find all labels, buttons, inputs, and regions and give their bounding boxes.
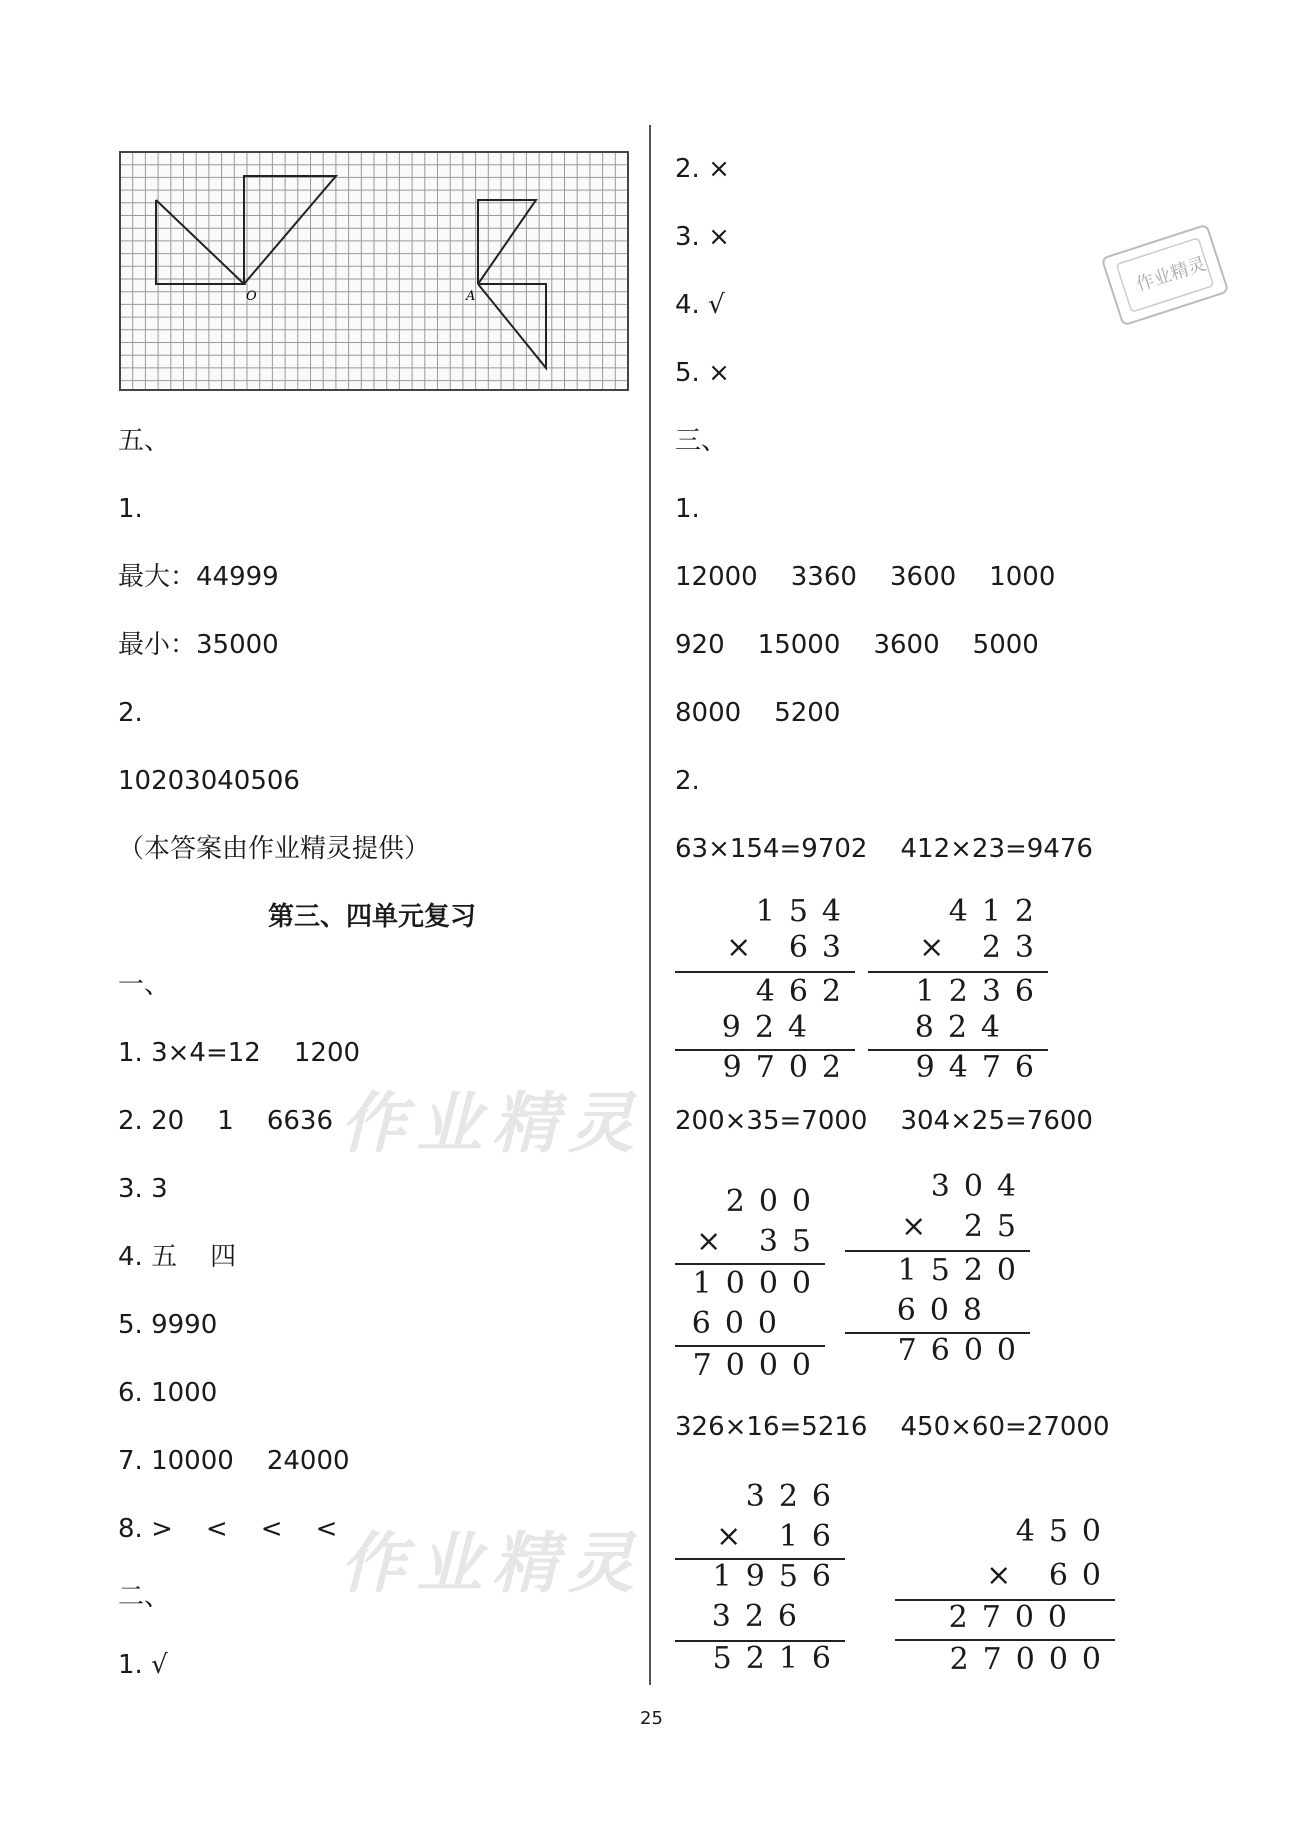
grid-figure <box>118 150 630 392</box>
calc-row: 450 <box>1015 1514 1115 1549</box>
calc-row: 824 <box>914 1010 1014 1045</box>
calc-rule <box>675 971 855 973</box>
section-5-q2: 2. <box>118 698 143 728</box>
unit-title: 第三、四单元复习 <box>268 902 477 932</box>
calc-rule <box>675 1263 825 1265</box>
calc-row: × 35 <box>696 1224 825 1259</box>
calc-row: × 63 <box>726 930 855 965</box>
equation-line: 200×35=7000 304×25=7600 <box>675 1106 1093 1136</box>
vertical-multiplication <box>868 895 1048 1085</box>
calc-rule <box>845 1250 1030 1252</box>
watermark: 作业精灵 <box>340 1524 644 1602</box>
section-2-item: 1. √ <box>118 1650 168 1680</box>
vertical-multiplication <box>675 1480 845 1680</box>
calc-row: 608 <box>896 1293 996 1328</box>
page-number: 25 <box>640 1708 663 1729</box>
column-divider <box>649 125 651 1685</box>
section-5-q2-answer: 10203040506 <box>118 766 300 796</box>
calc-row: 326 <box>745 1479 845 1514</box>
calc-row: 9476 <box>915 1050 1048 1085</box>
calc-row: 2700 <box>948 1600 1081 1635</box>
calc-row: 600 <box>691 1306 791 1341</box>
section-3-q1-row: 12000 3360 3600 1000 <box>675 562 1056 592</box>
calc-row: 326 <box>711 1599 811 1634</box>
section-5-title: 五、 <box>118 426 171 456</box>
logo-stamp <box>1090 210 1240 340</box>
calc-rule <box>895 1639 1115 1641</box>
section-1-item: 5. 9990 <box>118 1310 218 1340</box>
calc-rule <box>868 971 1048 973</box>
section-1-item: 2. 20 1 6636 <box>118 1106 333 1136</box>
calc-row: 9702 <box>722 1050 855 1085</box>
section-5-q1: 1. <box>118 494 143 524</box>
section-1-title: 一、 <box>118 970 171 1000</box>
section-3-q1: 1. <box>675 494 700 524</box>
section-2-item: 4. √ <box>675 290 725 320</box>
calc-row: 1520 <box>897 1253 1030 1288</box>
provider-note: （本答案由作业精灵提供） <box>118 834 431 864</box>
section-3-q2: 2. <box>675 766 700 796</box>
watermark: 作业精灵 <box>340 1084 644 1162</box>
calc-row: 1956 <box>712 1559 845 1594</box>
vertical-multiplication <box>845 1170 1030 1370</box>
calc-row: 5216 <box>712 1641 845 1676</box>
label-a: A <box>466 289 476 304</box>
calc-row: 412 <box>948 894 1048 929</box>
calc-row: × 25 <box>901 1209 1030 1244</box>
section-1-item: 4. 五 四 <box>118 1242 237 1272</box>
section-1-item: 6. 1000 <box>118 1378 218 1408</box>
section-2-item: 3. × <box>675 222 730 252</box>
section-1-item: 3. 3 <box>118 1174 168 1204</box>
vertical-multiplication <box>895 1515 1115 1690</box>
vertical-multiplication <box>675 895 855 1085</box>
equation-line: 63×154=9702 412×23=9476 <box>675 834 1093 864</box>
calc-row: 200 <box>725 1184 825 1219</box>
section-3-q1-row: 8000 5200 <box>675 698 841 728</box>
section-3-title: 三、 <box>675 426 728 456</box>
section-3-q1-row: 920 15000 3600 5000 <box>675 630 1039 660</box>
label-o: O <box>246 289 257 304</box>
section-2-title: 二、 <box>118 1582 171 1612</box>
calc-row: 1000 <box>692 1266 825 1301</box>
section-2-item: 2. × <box>675 154 730 184</box>
calc-row: 1236 <box>915 974 1048 1009</box>
section-2-item: 5. × <box>675 358 730 388</box>
calc-row: 7600 <box>897 1333 1030 1368</box>
equation-line: 326×16=5216 450×60=27000 <box>675 1412 1110 1442</box>
section-5-min: 最小：35000 <box>118 630 279 660</box>
calc-row: 154 <box>755 894 855 929</box>
vertical-multiplication <box>675 1185 825 1385</box>
calc-row: 924 <box>721 1010 821 1045</box>
calc-row: 304 <box>930 1169 1030 1204</box>
section-5-max: 最大：44999 <box>118 562 279 592</box>
section-1-item: 1. 3×4=12 1200 <box>118 1038 361 1068</box>
calc-row: 27000 <box>949 1642 1115 1677</box>
calc-row: 462 <box>755 974 855 1009</box>
calc-row: × 60 <box>986 1558 1115 1593</box>
calc-row: × 16 <box>716 1519 845 1554</box>
calc-rule <box>675 1345 825 1347</box>
section-1-item: 8. > < < < <box>118 1514 338 1544</box>
calc-row: × 23 <box>919 930 1048 965</box>
calc-row: 7000 <box>692 1348 825 1383</box>
svg-text:作业精灵: 作业精灵 <box>1133 253 1209 296</box>
section-1-item: 7. 10000 24000 <box>118 1446 350 1476</box>
